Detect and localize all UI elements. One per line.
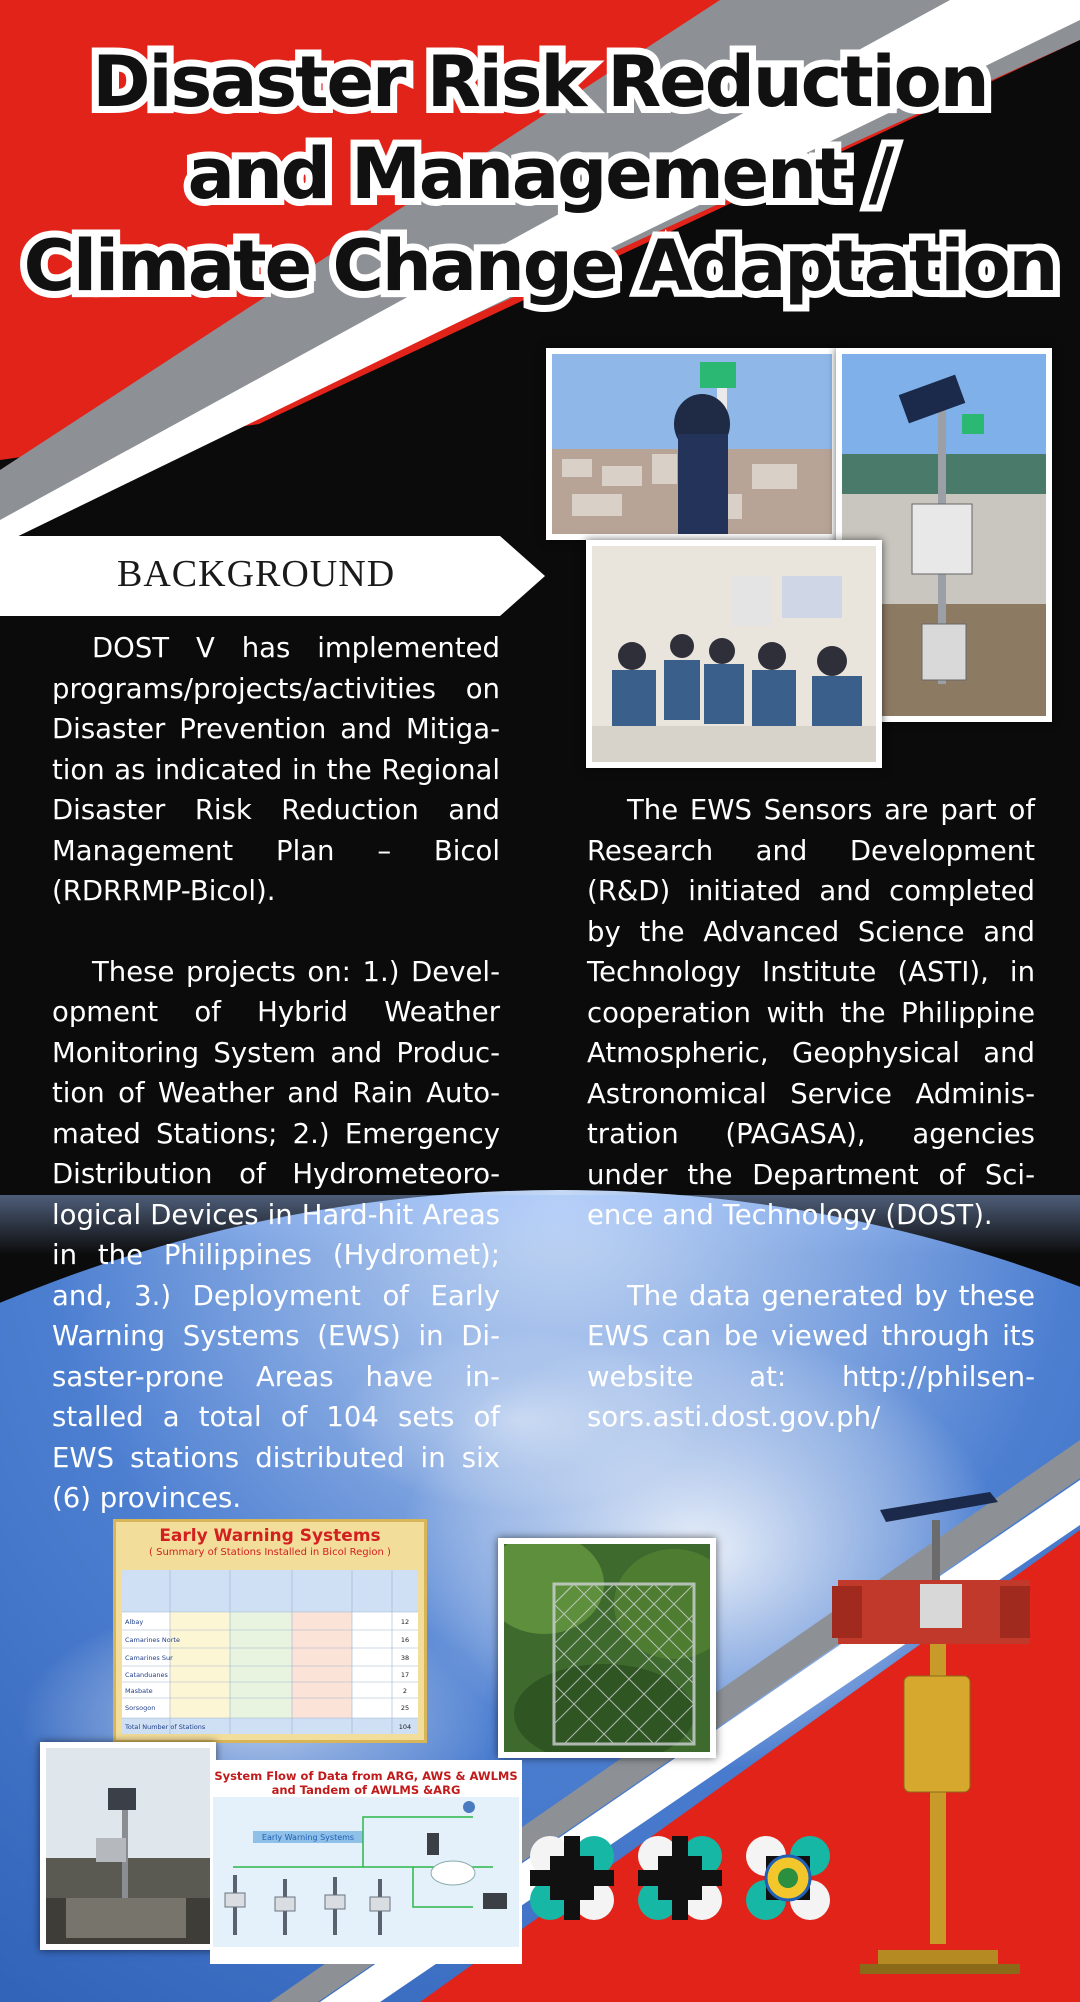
ews-total-5: 2 [402, 1687, 408, 1695]
ews-total-2: 16 [400, 1636, 410, 1644]
ews-province-5: Masbate [125, 1687, 153, 1695]
ews-total-6: 25 [400, 1704, 410, 1712]
photo-training-seminar [586, 540, 882, 768]
ews-grand-total: 104 [398, 1723, 412, 1731]
ews-total-1: 12 [400, 1618, 410, 1626]
ews-province-3: Camarines Sur [125, 1654, 173, 1662]
region-seal-icon [746, 1836, 830, 1920]
dost-logo-icon [530, 1836, 614, 1920]
right-paragraph-2: The data generated by these EWS can be viewed through its website at: http://philsensors.asti.dost.gov.ph/ [587, 1279, 1035, 1433]
photo-rain-gauge-city [546, 348, 838, 540]
ews-totals-label: Total Number of Stations [125, 1723, 206, 1731]
left-text-column [52, 628, 500, 1559]
agency-logos [530, 1836, 840, 1926]
page-title [0, 36, 1080, 312]
ews-total-3: 38 [400, 1654, 410, 1662]
ews-siren-pole [820, 1480, 1060, 2000]
ews-table-title: Early Warning Systems [159, 1526, 381, 1546]
right-text-column [587, 790, 1035, 1478]
section-label: BACKGROUND [117, 553, 396, 595]
photo-fenced-station [498, 1538, 716, 1758]
ews-table-subtitle: ( Summary of Stations Installed in Bicol Region ) [149, 1547, 391, 1558]
flow-diagram-title: System Flow of Data from ARG, AWS & AWLMS and Tandem of AWLMS &ARG [214, 1769, 518, 1797]
flow-diagram-banner: Early Warning Systems [261, 1833, 355, 1842]
photo-rooftop-sensor [40, 1742, 216, 1950]
left-paragraph-2: These projects on: 1.) Development of Hybrid Weather Monitoring System and Production of Weather and Rain Automated Stations; 2.) Emergency Distribution of Hydrometeorological Devices in Hard-hit Areas in the Philippines (Hydromet); and, 3.) Deployment of Early Warning Systems (EWS) in Disaster-prone Areas have installed a total of 104 sets of EWS stations distributed in six (6) provinces. [52, 955, 500, 1514]
ews-province-6: Sorsogon [125, 1704, 156, 1712]
flow-diagram-art [213, 1797, 519, 1947]
title-line-1: Disaster Risk Reduction [92, 41, 988, 123]
ews-total-4: 17 [400, 1671, 410, 1679]
dost-logo-icon [638, 1836, 722, 1920]
title-line-2: and Management / [187, 133, 893, 215]
ews-province-4: Catanduanes [125, 1671, 168, 1679]
ews-province-2: Camarines Norte [125, 1636, 180, 1644]
left-paragraph-1: DOST V has implemented programs/projects/activities on Disaster Prevention and Mitigation as indicated in the Regional Disaster Risk Reduction and Management Plan – Bicol (RDRRMP-Bicol). [52, 632, 500, 907]
ews-summary-table [113, 1519, 427, 1743]
ews-province-1: Albay [125, 1618, 144, 1626]
system-flow-diagram [210, 1760, 522, 1964]
title-line-3: Climate Change Adaptation [23, 225, 1057, 307]
ews-table-grid [122, 1570, 418, 1734]
right-paragraph-1: The EWS Sensors are part of Research and Development (R&D) initiated and completed by the Advanced Science and Technology Institute (ASTI), in cooperation with the Philippine Atmospheric, Geophysical and Astronomical Service Administration (PAGASA), agencies under the Department of Science and Technology (DOST). [587, 794, 1035, 1231]
